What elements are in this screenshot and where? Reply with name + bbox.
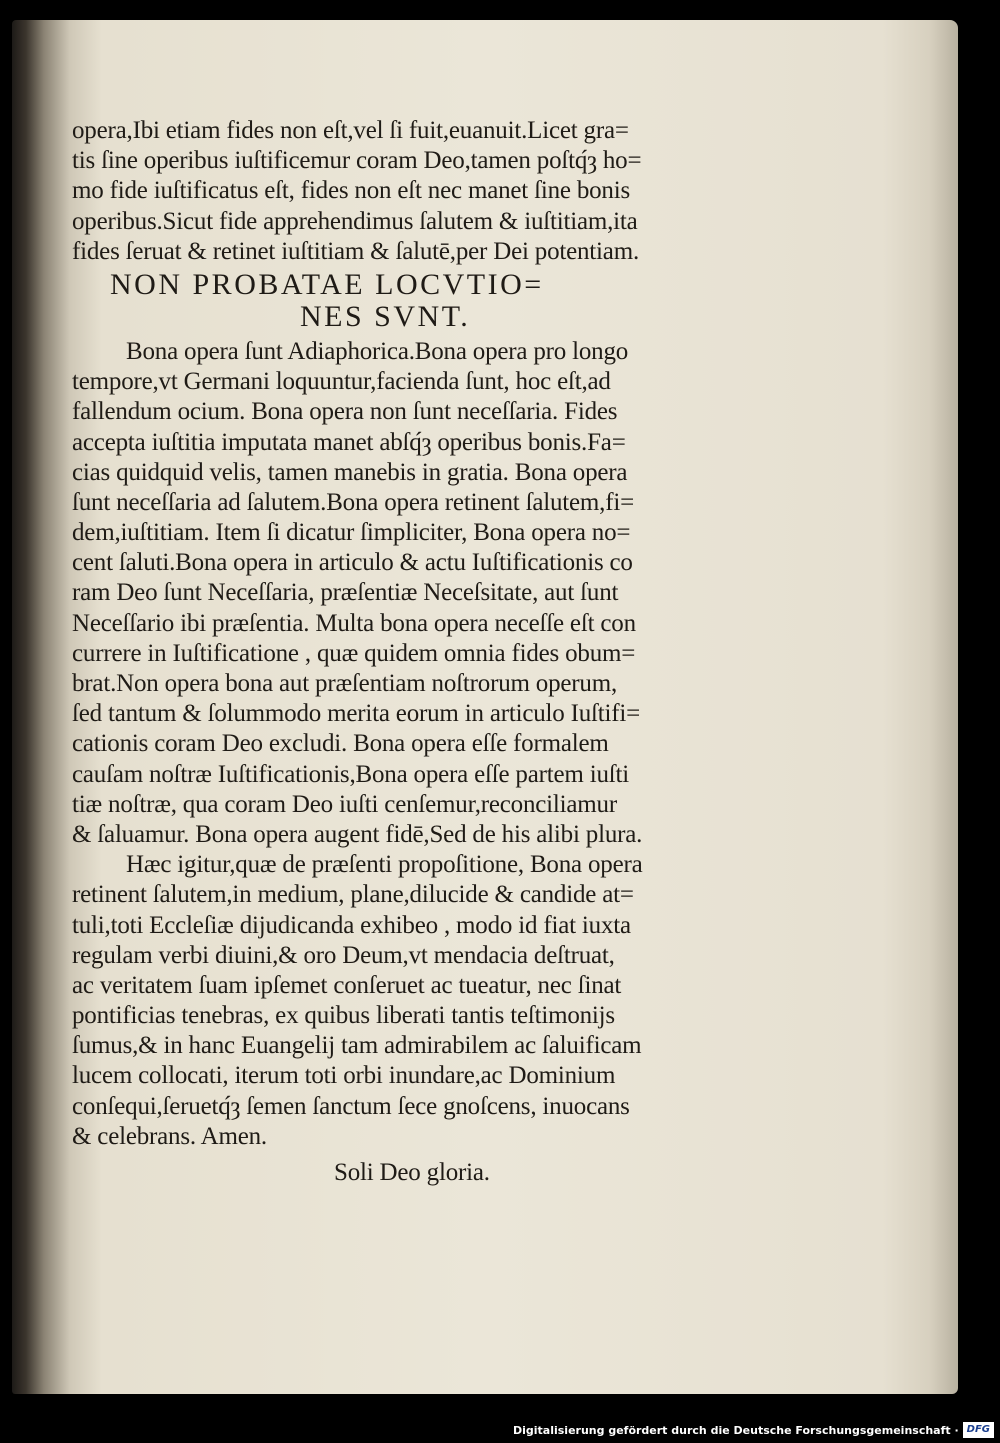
text-line: operibus.Sicut fide apprehendimus ſalutem & iuſtitiam,ita [72,207,638,235]
text-line: pontificias tenebras, ex quibus liberati tantis teſtimonijs [72,1002,615,1030]
text-line: tempore,vt Germani loquuntur,facienda ſunt, hoc eſt,ad [72,368,611,396]
text-line: tis ſine operibus iuſtificemur coram Deo,tamen poſtq́ȝ ho= [72,147,642,175]
section-heading-line1: NON PROBATAE LOCVTIO= [110,267,544,301]
footer-credit [513,1421,994,1439]
text-line: regulam verbi diuini,& oro Deum,vt mendacia deſtruat, [72,941,615,969]
text-line: Hæc igitur,quæ de præſenti propoſitione, Bona opera [126,851,643,879]
text-line: ſed tantum & ſolummodo merita eorum in articulo Iuſtifi= [72,700,641,728]
text-line: ram Deo ſunt Neceſſaria, præſentiæ Neceſsitate, aut ſunt [72,579,619,607]
book-page [12,20,958,1394]
footer-text: Digitalisierung gefördert durch die Deutsche Forschungsgemeinschaft · [512,1423,959,1437]
text-line: lucem collocati, iterum toti orbi inundare,ac Dominium [72,1062,616,1090]
text-line: mo fide iuſtificatus eſt, fides non eſt nec manet ſine bonis [72,177,630,205]
text-line: cationis coram Deo excludi. Bona opera eſſe formalem [72,730,609,758]
text-line: cauſam noſtræ Iuſtificationis,Bona opera eſſe partem iuſti [72,760,629,788]
paragraph-main [72,337,752,850]
text-line: & celebrans. Amen. [72,1122,267,1150]
paragraph-top [72,116,752,267]
text-line: fides ſeruat & retinet iuſtitiam & ſalutē,per Dei potentiam. [72,237,639,265]
text-line: fallendum ocium. Bona opera non ſunt neceſſaria. Fides [72,398,618,426]
text-line: retinent ſalutem,in medium, plane,dilucide & candide at= [72,881,634,909]
section-heading-line2: NES SVNT. [300,299,471,333]
text-line: cent ſaluti.Bona opera in articulo & actu Iuſtificationis co [72,549,633,577]
text-line: tuli,toti Eccleſiæ dijudicanda exhibeo , modo id fiat iuxta [72,911,631,939]
text-line: currere in Iuſtificatione , quæ quidem omnia fides obum= [72,639,636,667]
text-line: ac veritatem ſuam ipſemet conſeruet ac tueatur, nec ſinat [72,971,622,999]
text-line: ſumus,& in hanc Euangelij tam admirabilem ac ſaluificam [72,1032,642,1060]
text-line: tiæ noſtræ, qua coram Deo iuſti cenſemur,reconciliamur [72,790,617,818]
text-line: & ſaluamur. Bona opera augent fidē,Sed de his alibi plura. [72,820,643,848]
text-line: conſequi,ſeruetq́ȝ ſemen ſanctum ſece gnoſcens, inuocans [72,1092,630,1120]
paragraph-final [72,850,752,1152]
text-line: cias quidquid velis, tamen manebis in gratia. Bona opera [72,458,628,486]
text-line: brat.Non opera bona aut præſentiam noſtrorum operum, [72,670,618,697]
text-line: dem,iuſtitiam. Item ſi dicatur ſimpliciter, Bona opera no= [72,519,631,547]
text-line: Neceſſario ibi præſentia. Multa bona opera neceſſe eſt con [72,609,636,637]
text-line: opera,Ibi etiam fides non eſt,vel ſi fuit,euanuit.Licet gra= [72,117,629,144]
text-line: Bona opera ſunt Adiaphorica.Bona opera pro longo [126,337,629,365]
text-line: accepta iuſtitia imputata manet abſq́ȝ operibus bonis.Fa= [72,428,626,456]
page-text [72,116,752,1190]
closing-line: Soli Deo gloria. [334,1159,490,1186]
dfg-logo: DFG [963,1422,994,1438]
text-line: ſunt neceſſaria ad ſalutem.Bona opera retinent ſalutem,fi= [72,488,634,516]
